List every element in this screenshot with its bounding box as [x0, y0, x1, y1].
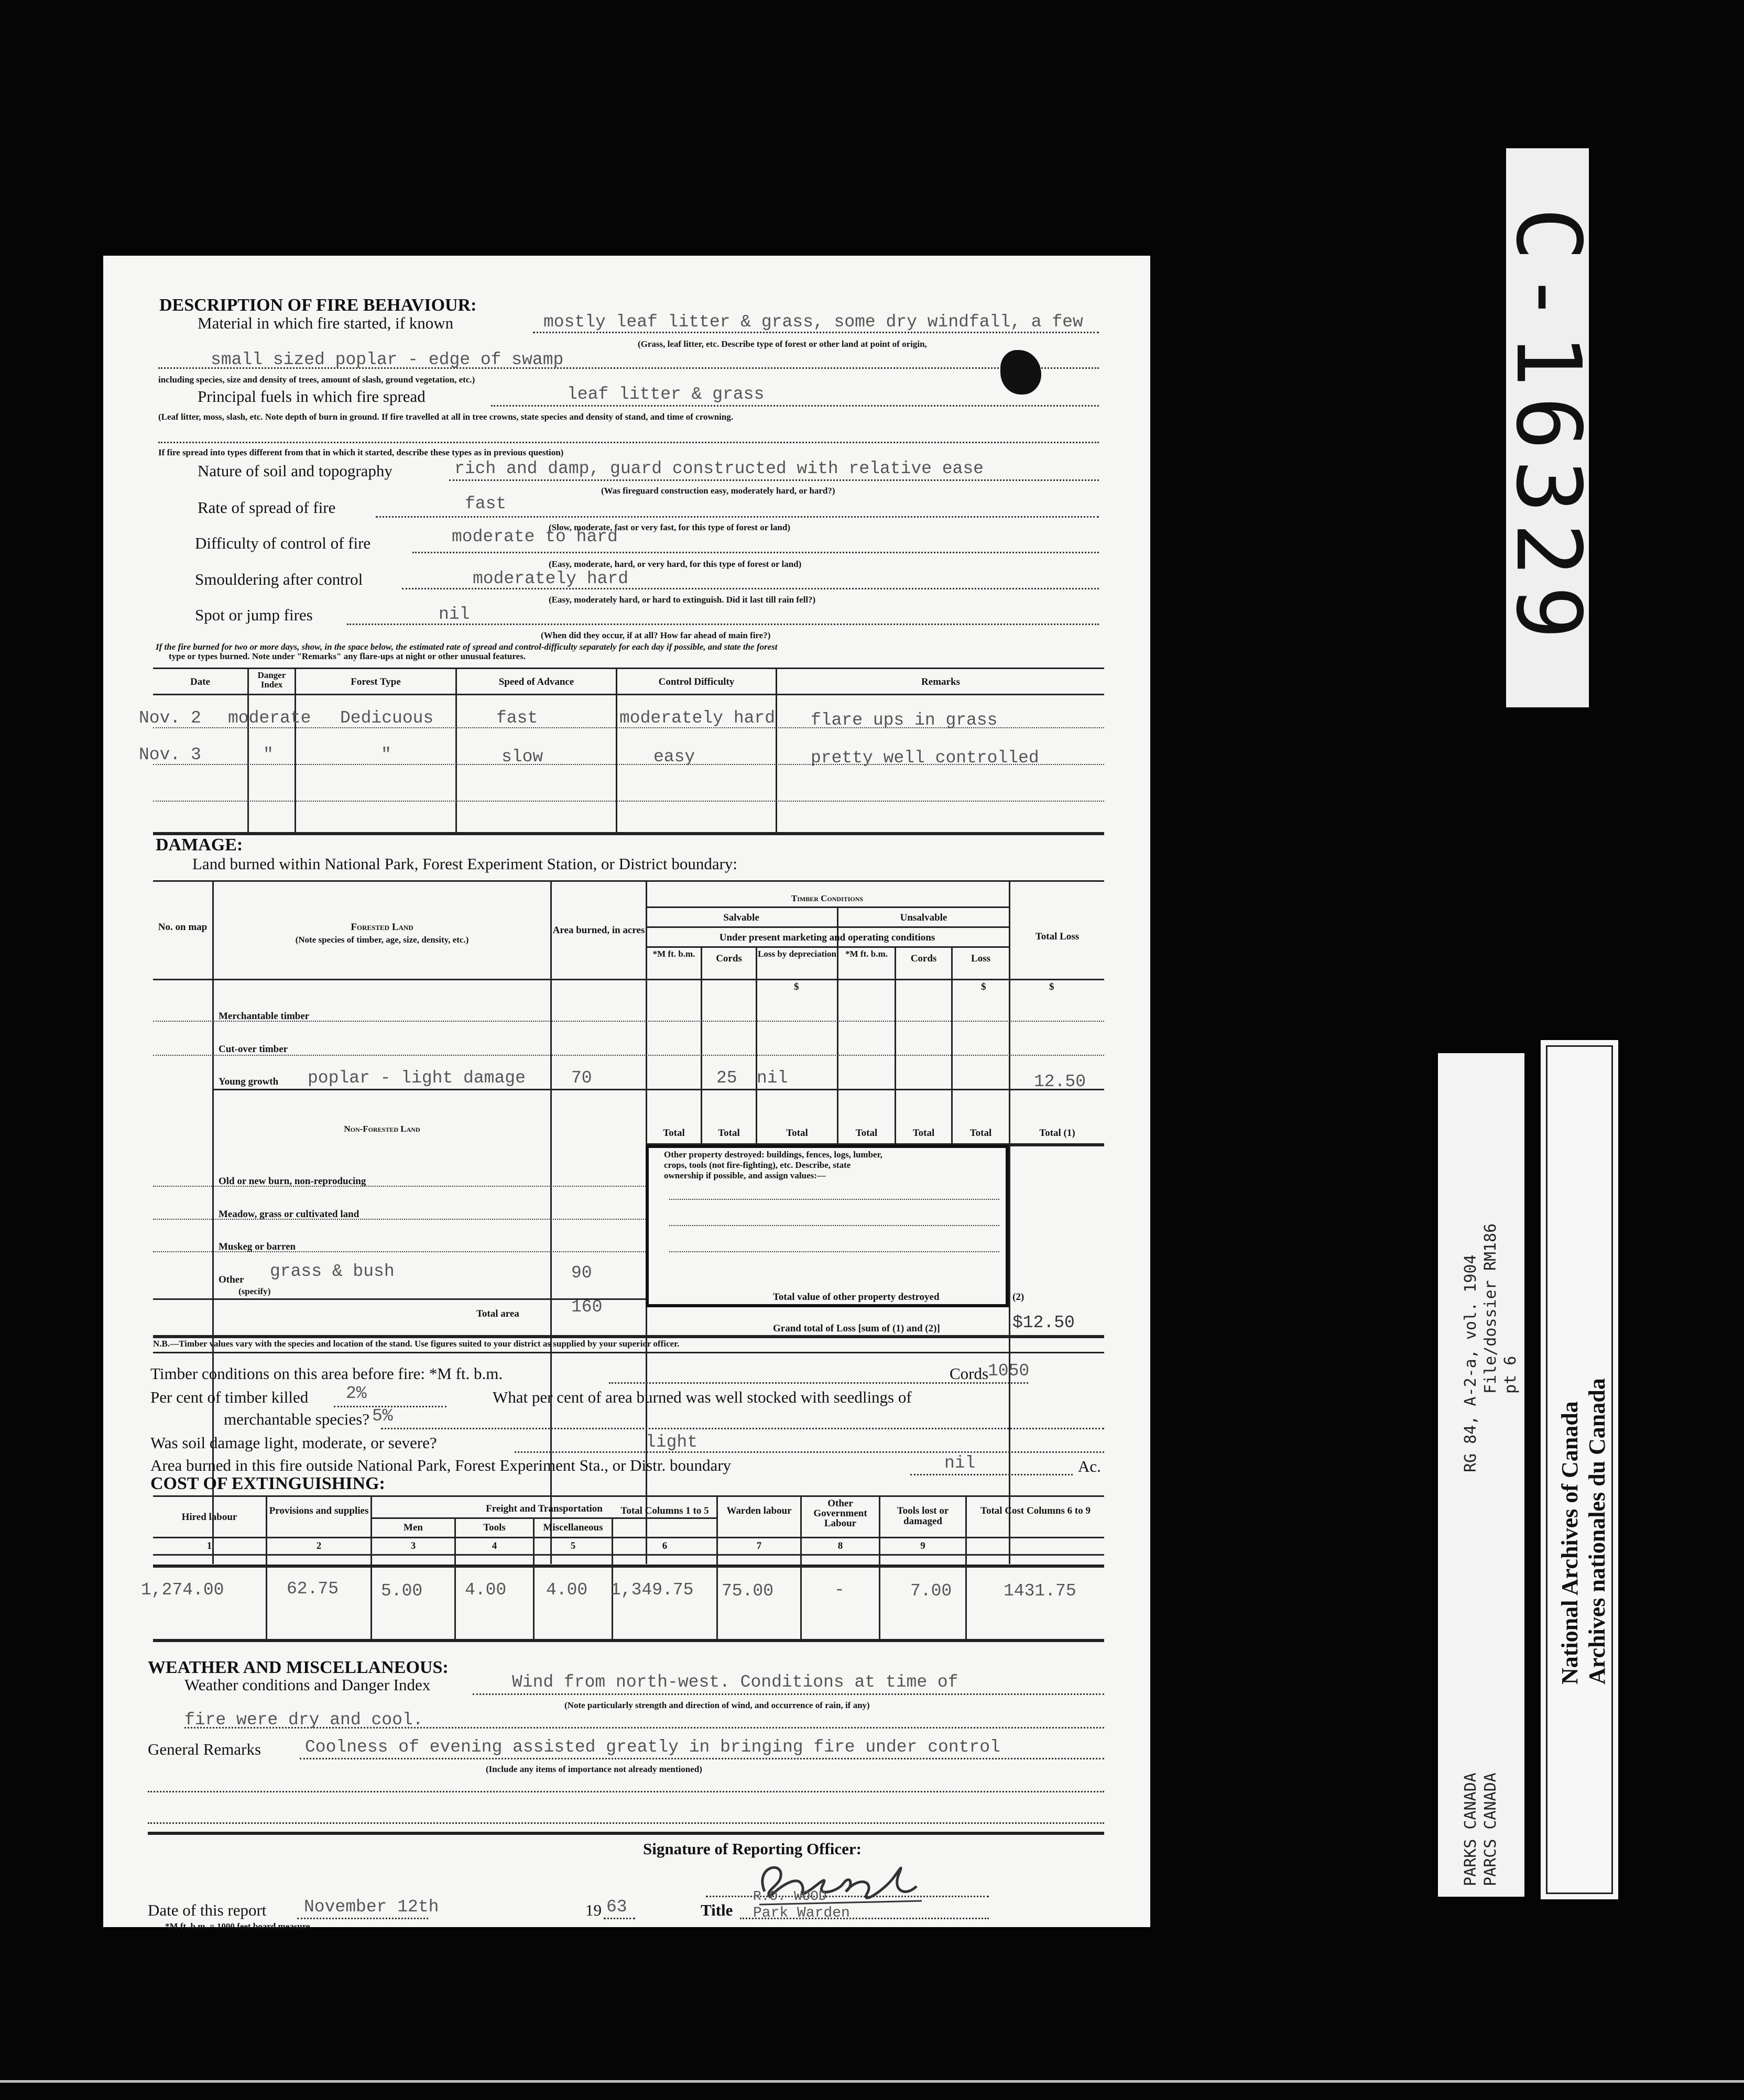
- grand-total-value: $12.50: [1012, 1313, 1075, 1332]
- principal-fuels-label: Principal fuels in which fire spread: [198, 387, 426, 406]
- film-edge-line: [0, 2080, 1744, 2083]
- cost-tools: 4.00: [465, 1580, 507, 1600]
- total-col-5: Total: [912, 1128, 935, 1139]
- grand-total-label: Grand total of Loss [sum of (1) and (2)]: [773, 1323, 940, 1334]
- market-note: Under present marketing and operating conditions: [719, 932, 935, 943]
- colnum-5: 5: [570, 1540, 576, 1551]
- merch-species-label: merchantable species?: [224, 1410, 369, 1428]
- total-area-label: Total area: [476, 1308, 519, 1319]
- row-oldburn: Old or new burn, non-reproducing: [219, 1176, 366, 1187]
- young-total: 12.50: [1034, 1072, 1086, 1091]
- remarks-value: Coolness of evening assisted greatly in bringing fire under control: [305, 1737, 1000, 1757]
- footnote: *M ft. b.m. = 1000 feet board measure.: [165, 1921, 312, 1931]
- signature-label: Signature of Reporting Officer:: [643, 1840, 862, 1858]
- spot-hint: (When did they occur, if at all? How far ahead of main fire?): [541, 630, 771, 640]
- other-area: 90: [571, 1263, 592, 1283]
- national-archives-box: [1541, 1040, 1618, 1899]
- nac-french: Archives nationales du Canada: [1584, 1378, 1610, 1685]
- h-provisions: Provisions and supplies: [269, 1505, 369, 1516]
- rg-line-1: RG 84, A-2-a, vol. 1904: [1462, 1254, 1480, 1472]
- cost-warden: 75.00: [722, 1581, 774, 1601]
- cost-other-gov: -: [834, 1580, 845, 1600]
- title-value: Park Warden: [753, 1905, 850, 1921]
- colnum-7: 7: [756, 1540, 762, 1551]
- multiday-note-1: If the fire burned for two or more days, show, in the space below, the estimated rate of spread and control-difficulty separately for each day if possible, and state the forest: [156, 642, 778, 652]
- h-total: Total Columns 1 to 5: [620, 1505, 709, 1516]
- spot-value: nil: [439, 605, 470, 624]
- remarks-label: General Remarks: [148, 1740, 261, 1758]
- row2-speed: slow: [502, 747, 543, 767]
- multiday-note-2: type or types burned. Note under "Remarks" any flare-ups at night or other unusual features.: [169, 651, 526, 661]
- row1-forest: Dedicuous: [340, 708, 434, 728]
- dollar-3: $: [1049, 981, 1054, 992]
- non-forested: Non-Forested Land: [344, 1124, 420, 1134]
- material-hint: (Grass, leaf litter, etc. Describe type of forest or other land at point of origin,: [638, 339, 927, 349]
- other-property-3: ownership if possible, and assign values:—: [664, 1171, 826, 1180]
- col-loss-dep: Loss by depreciation: [758, 949, 836, 959]
- soil-damage-value: light: [646, 1432, 698, 1452]
- principal-fuels-hint: (Leaf litter, moss, slash, etc. Note depth of burn in ground. If fire travelled at all in tree crowns, state species and density of stand, and time of crowning.: [158, 412, 734, 422]
- row2-control: easy: [653, 747, 695, 767]
- h-tools-lost: Tools lost or damaged: [897, 1505, 949, 1527]
- rg-line-3: pt 6: [1501, 1355, 1520, 1394]
- total-col-2: Total: [718, 1128, 740, 1139]
- young-cords: 25: [716, 1068, 737, 1088]
- row-merch: Merchantable timber: [219, 1011, 310, 1022]
- row-specify: (specify): [238, 1286, 271, 1296]
- rg-line-2: File/dossier RM186: [1481, 1223, 1500, 1394]
- colnum-8: 8: [837, 1540, 843, 1551]
- year-prefix: 19: [585, 1901, 602, 1919]
- col-danger-index: Danger Index: [257, 670, 286, 690]
- weather-label: Weather conditions and Danger Index: [184, 1676, 431, 1694]
- total-col-3: Total: [786, 1128, 808, 1139]
- timber-conditions-label: Timber conditions on this area before fire: *M ft. b.m.: [150, 1364, 503, 1383]
- other-value: grass & bush: [270, 1262, 395, 1281]
- material-value-2: small sized poplar - edge of swamp: [211, 350, 564, 369]
- fire-behaviour-heading: DESCRIPTION OF FIRE BEHAVIOUR:: [159, 296, 477, 315]
- cost-tools-lost: 7.00: [910, 1581, 952, 1601]
- other-total-label: Total value of other property destroyed: [773, 1292, 940, 1303]
- row-young: Young growth: [219, 1076, 279, 1087]
- col-loss: Loss: [971, 953, 990, 964]
- weather-value-1: Wind from north-west. Conditions at time of: [512, 1672, 958, 1692]
- difficulty-hint: (Easy, moderate, hard, or very hard, for this type of forest or land): [549, 559, 802, 569]
- total-col-7: Total (1): [1039, 1128, 1075, 1139]
- col-date: Date: [190, 676, 210, 687]
- row1-date: Nov. 2: [139, 708, 201, 728]
- rate-value: fast: [465, 494, 507, 513]
- other-total-num: (2): [1012, 1292, 1024, 1303]
- col-speed: Speed of Advance: [498, 676, 574, 687]
- col-forested-note: (Note species of timber, age, size, density, etc.): [295, 935, 469, 945]
- year-value: 63: [606, 1897, 627, 1917]
- salvable: Salvable: [723, 912, 759, 923]
- timber-conditions: Timber Conditions: [791, 893, 864, 903]
- row2-danger: ": [263, 745, 274, 764]
- total-col-6: Total: [969, 1128, 992, 1139]
- col-forested: Forested Land: [351, 922, 413, 933]
- typed-name: R.O. WOOD: [753, 1888, 827, 1904]
- col-cords2: Cords: [910, 953, 937, 964]
- principal-fuels-value: leaf litter & grass: [567, 385, 765, 404]
- row1-speed: fast: [496, 708, 538, 728]
- outside-value: nil: [944, 1453, 976, 1473]
- h-men: Men: [404, 1522, 423, 1533]
- row-cutover: Cut-over timber: [219, 1044, 288, 1055]
- killed-value: 2%: [346, 1384, 367, 1403]
- total-col-4: Total: [855, 1128, 878, 1139]
- col-mft2: *M ft. b.m.: [845, 949, 888, 959]
- rate-label: Rate of spread of fire: [198, 498, 336, 517]
- weather-heading: WEATHER AND MISCELLANEOUS:: [148, 1658, 449, 1677]
- dollar-1: $: [794, 981, 799, 992]
- merch-species-value: 5%: [372, 1406, 393, 1426]
- damage-subtitle: Land burned within National Park, Forest Experiment Station, or District boundary:: [192, 855, 738, 873]
- colnum-9: 9: [920, 1540, 925, 1551]
- row1-remarks: flare ups in grass: [811, 710, 998, 730]
- material-value-1: mostly leaf litter & grass, some dry windfall, a few: [543, 312, 1083, 332]
- microfilm-label: [1496, 148, 1600, 707]
- col-total-loss: Total Loss: [1035, 931, 1080, 942]
- stocked-label: What per cent of area burned was well stocked with seedlings of: [493, 1388, 912, 1406]
- cost-provisions: 62.75: [287, 1579, 339, 1599]
- col-forest-type: Forest Type: [351, 676, 401, 687]
- rate-hint: (Slow, moderate, fast or very fast, for this type of forest or land): [549, 522, 790, 532]
- date-value: November 12th: [304, 1897, 439, 1917]
- nac-english: National Archives of Canada: [1557, 1401, 1583, 1685]
- colnum-6: 6: [662, 1540, 668, 1551]
- h-tools: Tools: [483, 1522, 506, 1533]
- difficulty-label: Difficulty of control of fire: [195, 534, 371, 552]
- date-label: Date of this report: [148, 1901, 267, 1919]
- soil-label: Nature of soil and topography: [198, 462, 393, 480]
- row2-date: Nov. 3: [139, 745, 201, 764]
- form-page: [103, 256, 1150, 1931]
- h-hired: Hired labour: [181, 1512, 237, 1523]
- colnum-1: 1: [206, 1540, 212, 1551]
- cost-total: 1,349.75: [611, 1580, 694, 1600]
- outside-label: Area burned in this fire outside National Park, Forest Experiment Sta., or Distr. boundary: [150, 1456, 732, 1474]
- dollar-2: $: [981, 981, 986, 992]
- other-property-1: Other property destroyed: buildings, fences, logs, lumber,: [664, 1150, 882, 1160]
- colnum-3: 3: [410, 1540, 416, 1551]
- parks-canada: PARKS CANADA: [1462, 1773, 1480, 1886]
- row1-control: moderately hard: [619, 708, 776, 728]
- h-freight: Freight and Transportation: [486, 1503, 603, 1514]
- cords-label: Cords: [950, 1364, 989, 1383]
- cost-heading: COST OF EXTINGUISHING:: [150, 1474, 385, 1493]
- outside-unit: Ac.: [1078, 1457, 1101, 1475]
- unsalvable: Unsalvable: [900, 912, 947, 923]
- h-total-cost: Total Cost Columns 6 to 9: [980, 1505, 1091, 1516]
- col-no-map: No. on map: [158, 922, 208, 933]
- cords-value: 1050: [988, 1361, 1030, 1381]
- smouldering-label: Smouldering after control: [195, 570, 363, 588]
- soil-damage-label: Was soil damage light, moderate, or severe?: [150, 1434, 437, 1452]
- h-misc: Miscellaneous: [543, 1522, 603, 1533]
- soil-value: rich and damp, guard constructed with relative ease: [454, 459, 984, 478]
- killed-label: Per cent of timber killed: [150, 1388, 309, 1406]
- total-area-value: 160: [571, 1297, 603, 1317]
- row2-remarks: pretty well controlled: [811, 748, 1039, 768]
- material-label: Material in which fire started, if known: [198, 314, 454, 332]
- young-loss-dep: nil: [757, 1068, 788, 1088]
- spread-note: If fire spread into types different from that in which it started, describe these types as in previous question): [158, 447, 564, 457]
- nb-note: N.B.—Timber values vary with the species and location of the stand. Use figures suited to your district as supplied by your superior officer.: [153, 1339, 680, 1349]
- row1-danger: moderate: [228, 708, 311, 728]
- difficulty-value: moderate to hard: [452, 527, 618, 546]
- h-other-gov: Other Government Labour: [813, 1498, 867, 1529]
- cost-men: 5.00: [381, 1581, 423, 1601]
- archive-reference-box: [1438, 1053, 1524, 1897]
- microfilm-number: C-16329: [1496, 207, 1600, 649]
- young-value: poplar - light damage: [308, 1068, 526, 1088]
- title-label: Title: [701, 1901, 733, 1919]
- soil-hint: (Was fireguard construction easy, moderately hard, or hard?): [601, 486, 835, 496]
- row2-forest: ": [381, 745, 391, 764]
- material-hint-2: including species, size and density of trees, amount of slash, ground vegetation, etc.): [158, 375, 475, 385]
- weather-value-2: fire were dry and cool.: [184, 1710, 423, 1730]
- cost-hired: 1,274.00: [141, 1580, 224, 1600]
- row-other: Other: [219, 1274, 244, 1285]
- col-remarks: Remarks: [921, 676, 960, 687]
- total-col-1: Total: [663, 1128, 685, 1139]
- colnum-2: 2: [316, 1540, 322, 1551]
- row-muskeg: Muskeg or barren: [219, 1241, 296, 1252]
- weather-hint: (Note particularly strength and direction of wind, and occurrence of rain, if any): [564, 1700, 870, 1710]
- ink-blot: [1000, 350, 1041, 395]
- col-area: Area burned, in acres: [552, 925, 645, 936]
- col-control: Control Difficulty: [658, 676, 735, 687]
- smouldering-hint: (Easy, moderately hard, or hard to extinguish. Did it last till rain fell?): [549, 595, 816, 605]
- young-area: 70: [571, 1068, 592, 1088]
- other-property-2: crops, tools (not fire-fighting), etc. Describe, state: [664, 1160, 851, 1170]
- remarks-hint: (Include any items of importance not already mentioned): [486, 1764, 702, 1774]
- col-cords: Cords: [716, 953, 742, 964]
- cost-misc: 4.00: [546, 1580, 588, 1600]
- damage-heading: DAMAGE:: [156, 835, 243, 855]
- cost-total-cost: 1431.75: [1004, 1581, 1076, 1601]
- col-mft: *M ft. b.m.: [652, 949, 695, 959]
- parcs-canada: PARCS CANADA: [1481, 1773, 1500, 1886]
- row-meadow: Meadow, grass or cultivated land: [219, 1209, 359, 1220]
- smouldering-value: moderately hard: [473, 569, 629, 588]
- colnum-4: 4: [492, 1540, 497, 1551]
- h-warden: Warden labour: [726, 1505, 792, 1516]
- spot-label: Spot or jump fires: [195, 606, 313, 624]
